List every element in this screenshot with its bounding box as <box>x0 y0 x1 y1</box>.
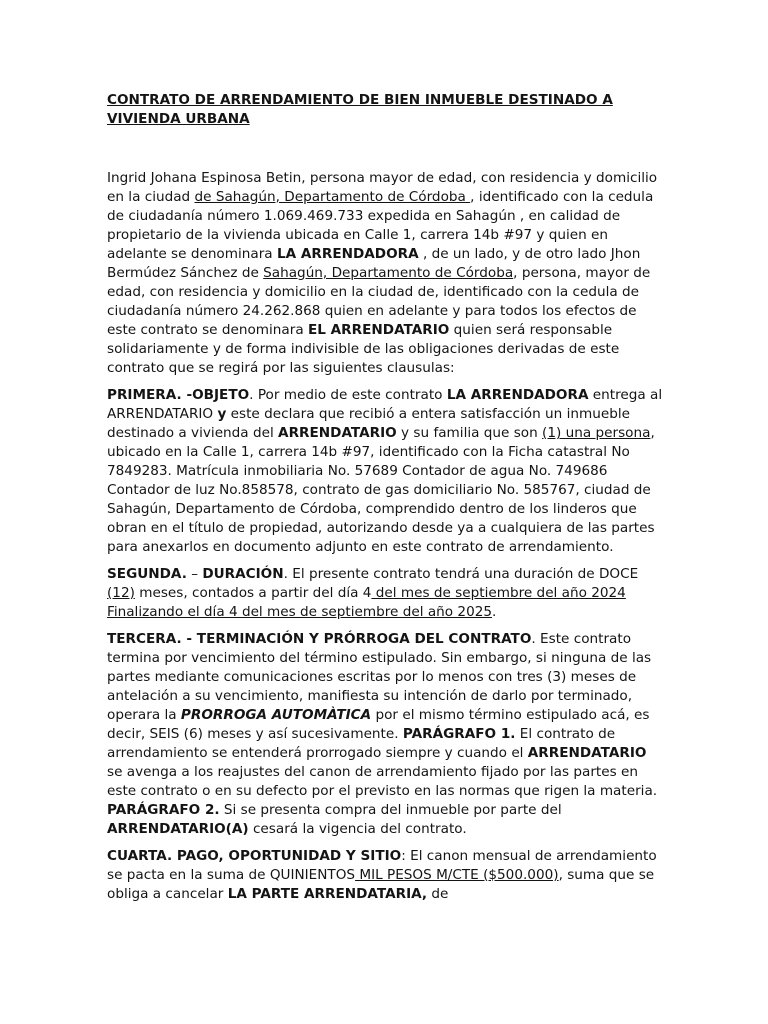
clause-text: entrega al ARRENDATARIO <box>107 387 663 422</box>
bold-term: LA PARTE ARRENDATARIA, <box>227 886 428 902</box>
clause-text: de <box>427 886 449 902</box>
intro-text: , persona, mayor de edad, con residencia y domicilio en la ciudad de, identificado con la cedula de ciudadanía número 24.262.868 quien en adelante y para todos los efectos de este contrato se denominara <box>107 265 651 338</box>
title-line-2: VIVIENDA URBANA <box>107 111 250 127</box>
contract-document <box>107 91 663 912</box>
intro-text: quien será responsable solidariamente y de forma indivisible de las obligaciones derivadas de este contrato que se regirá por las siguientes clausulas: <box>107 322 620 376</box>
clause-cuarta <box>107 847 663 904</box>
clause-text: , suma que se obliga a cancelar <box>107 867 655 902</box>
clause-text: , ubicado en la Calle 1, carrera 14b #97, identificado con la Ficha catastral No 7849283. Matrícula inmobiliaria No. 57689 Contador de agua No. 749686 Contador de luz No.858578, contrato de gas domiciliario No. 585767, ciudad de Sahagún, Departamento de Córdoba, comprendido dentro de los linderos que obran en el título de propiedad, autorizando desde ya a cualquiera de las partes para anexarlos en documento adjunto en este contrato de arrendamiento. <box>107 425 655 555</box>
clause-segunda <box>107 565 663 622</box>
contract-title <box>107 91 663 129</box>
clause-heading: DURACIÓN <box>202 566 284 582</box>
clause-text: . <box>492 604 497 620</box>
clause-heading: TERCERA. - TERMINACIÓN Y PRÓRROGA DEL CONTRATO <box>107 631 532 647</box>
bold-term: ARRENDATARIO(A) <box>107 821 249 837</box>
intro-paragraph <box>107 169 663 378</box>
clause-heading: SEGUNDA. <box>107 566 187 582</box>
bold-term: ARRENDATARIO <box>527 745 647 761</box>
intro-city-underlined: Sahagún, Departamento de Córdoba <box>263 265 514 281</box>
underlined-term: (12) <box>107 585 135 601</box>
clause-heading: CUARTA. PAGO, OPORTUNIDAD Y SITIO <box>107 848 402 864</box>
clause-text: – <box>186 566 203 582</box>
underlined-term: (1) una persona <box>542 425 651 441</box>
paragraph-label: PARÁGRAFO 1. <box>402 726 516 742</box>
clause-text: : El canon mensual de arrendamiento se pacta en la suma de QUINIENTOS <box>107 848 657 883</box>
clause-text: . Por medio de este contrato <box>249 387 447 403</box>
clause-text: este declara que recibió a entera satisfacción un inmueble destinado a vivienda del <box>107 406 630 441</box>
arrendatario-label: EL ARRENDATARIO <box>307 322 450 338</box>
clause-heading: PRIMERA. -OBJETO <box>107 387 250 403</box>
bold-term: ARRENDATARIO <box>278 425 397 441</box>
bold-italic-term: PRORROGA AUTOMÀTICA <box>180 707 372 723</box>
intro-text: Ingrid Johana Espinosa Betin, persona mayor de edad, con residencia y domicilio en la ciudad <box>107 170 658 205</box>
arrendadora-label: LA ARRENDADORA <box>276 246 419 262</box>
clause-primera <box>107 386 663 557</box>
title-line-1: CONTRATO DE ARRENDAMIENTO DE BIEN INMUEBLE DESTINADO A <box>107 92 613 108</box>
clause-text: El contrato de arrendamiento se entenderá prorrogado siempre y cuando el <box>107 726 616 761</box>
underlined-term: del mes de septiembre del año 2024 Finalizando el día 4 del mes de septiembre del año 2025 <box>107 585 626 620</box>
clause-text: cesará la vigencia del contrato. <box>248 821 467 837</box>
clause-text: . El presente contrato tendrá una duración de DOCE <box>283 566 639 582</box>
clause-text: . Este contrato termina por vencimiento del término estipulado. Sin embargo, si ninguna de las partes mediante comunicaciones escritas por lo menos con tres (3) meses de antelación a su vencimiento, manifiesta su intención de darlo por terminado, operara la <box>107 631 652 723</box>
clause-text: se avenga a los reajustes del canon de arrendamiento fijado por las partes en este contrato o en su defecto por el previsto en las normas que rigen la materia. <box>107 764 658 799</box>
clause-text: meses, contados a partir del día 4 <box>134 585 372 601</box>
intro-text: , de un lado, y de otro lado Jhon Bermúdez Sánchez de <box>107 246 641 281</box>
bold-term: y <box>217 406 227 422</box>
clause-tercera <box>107 630 663 839</box>
intro-text: , identificado con la cedula de ciudadanía número 1.069.469.733 expedida en Sahagún , en calidad de propietario de la vivienda ubicada en Calle 1, carrera 14b #97 y quien en adelante se denominara <box>107 189 654 262</box>
clause-text: y su familia que son <box>396 425 543 441</box>
paragraph-label: PARÁGRAFO 2. <box>107 802 220 818</box>
clause-text: Si se presenta compra del inmueble por parte del <box>219 802 562 818</box>
clause-text: por el mismo término estipulado acá, es decir, SEIS (6) meses y así sucesivamente. <box>107 707 650 742</box>
intro-city-underlined: de Sahagún, Departamento de Córdoba <box>194 189 471 205</box>
underlined-term: MIL PESOS M/CTE ($500.000) <box>355 867 559 883</box>
bold-term: LA ARRENDADORA <box>446 387 589 403</box>
